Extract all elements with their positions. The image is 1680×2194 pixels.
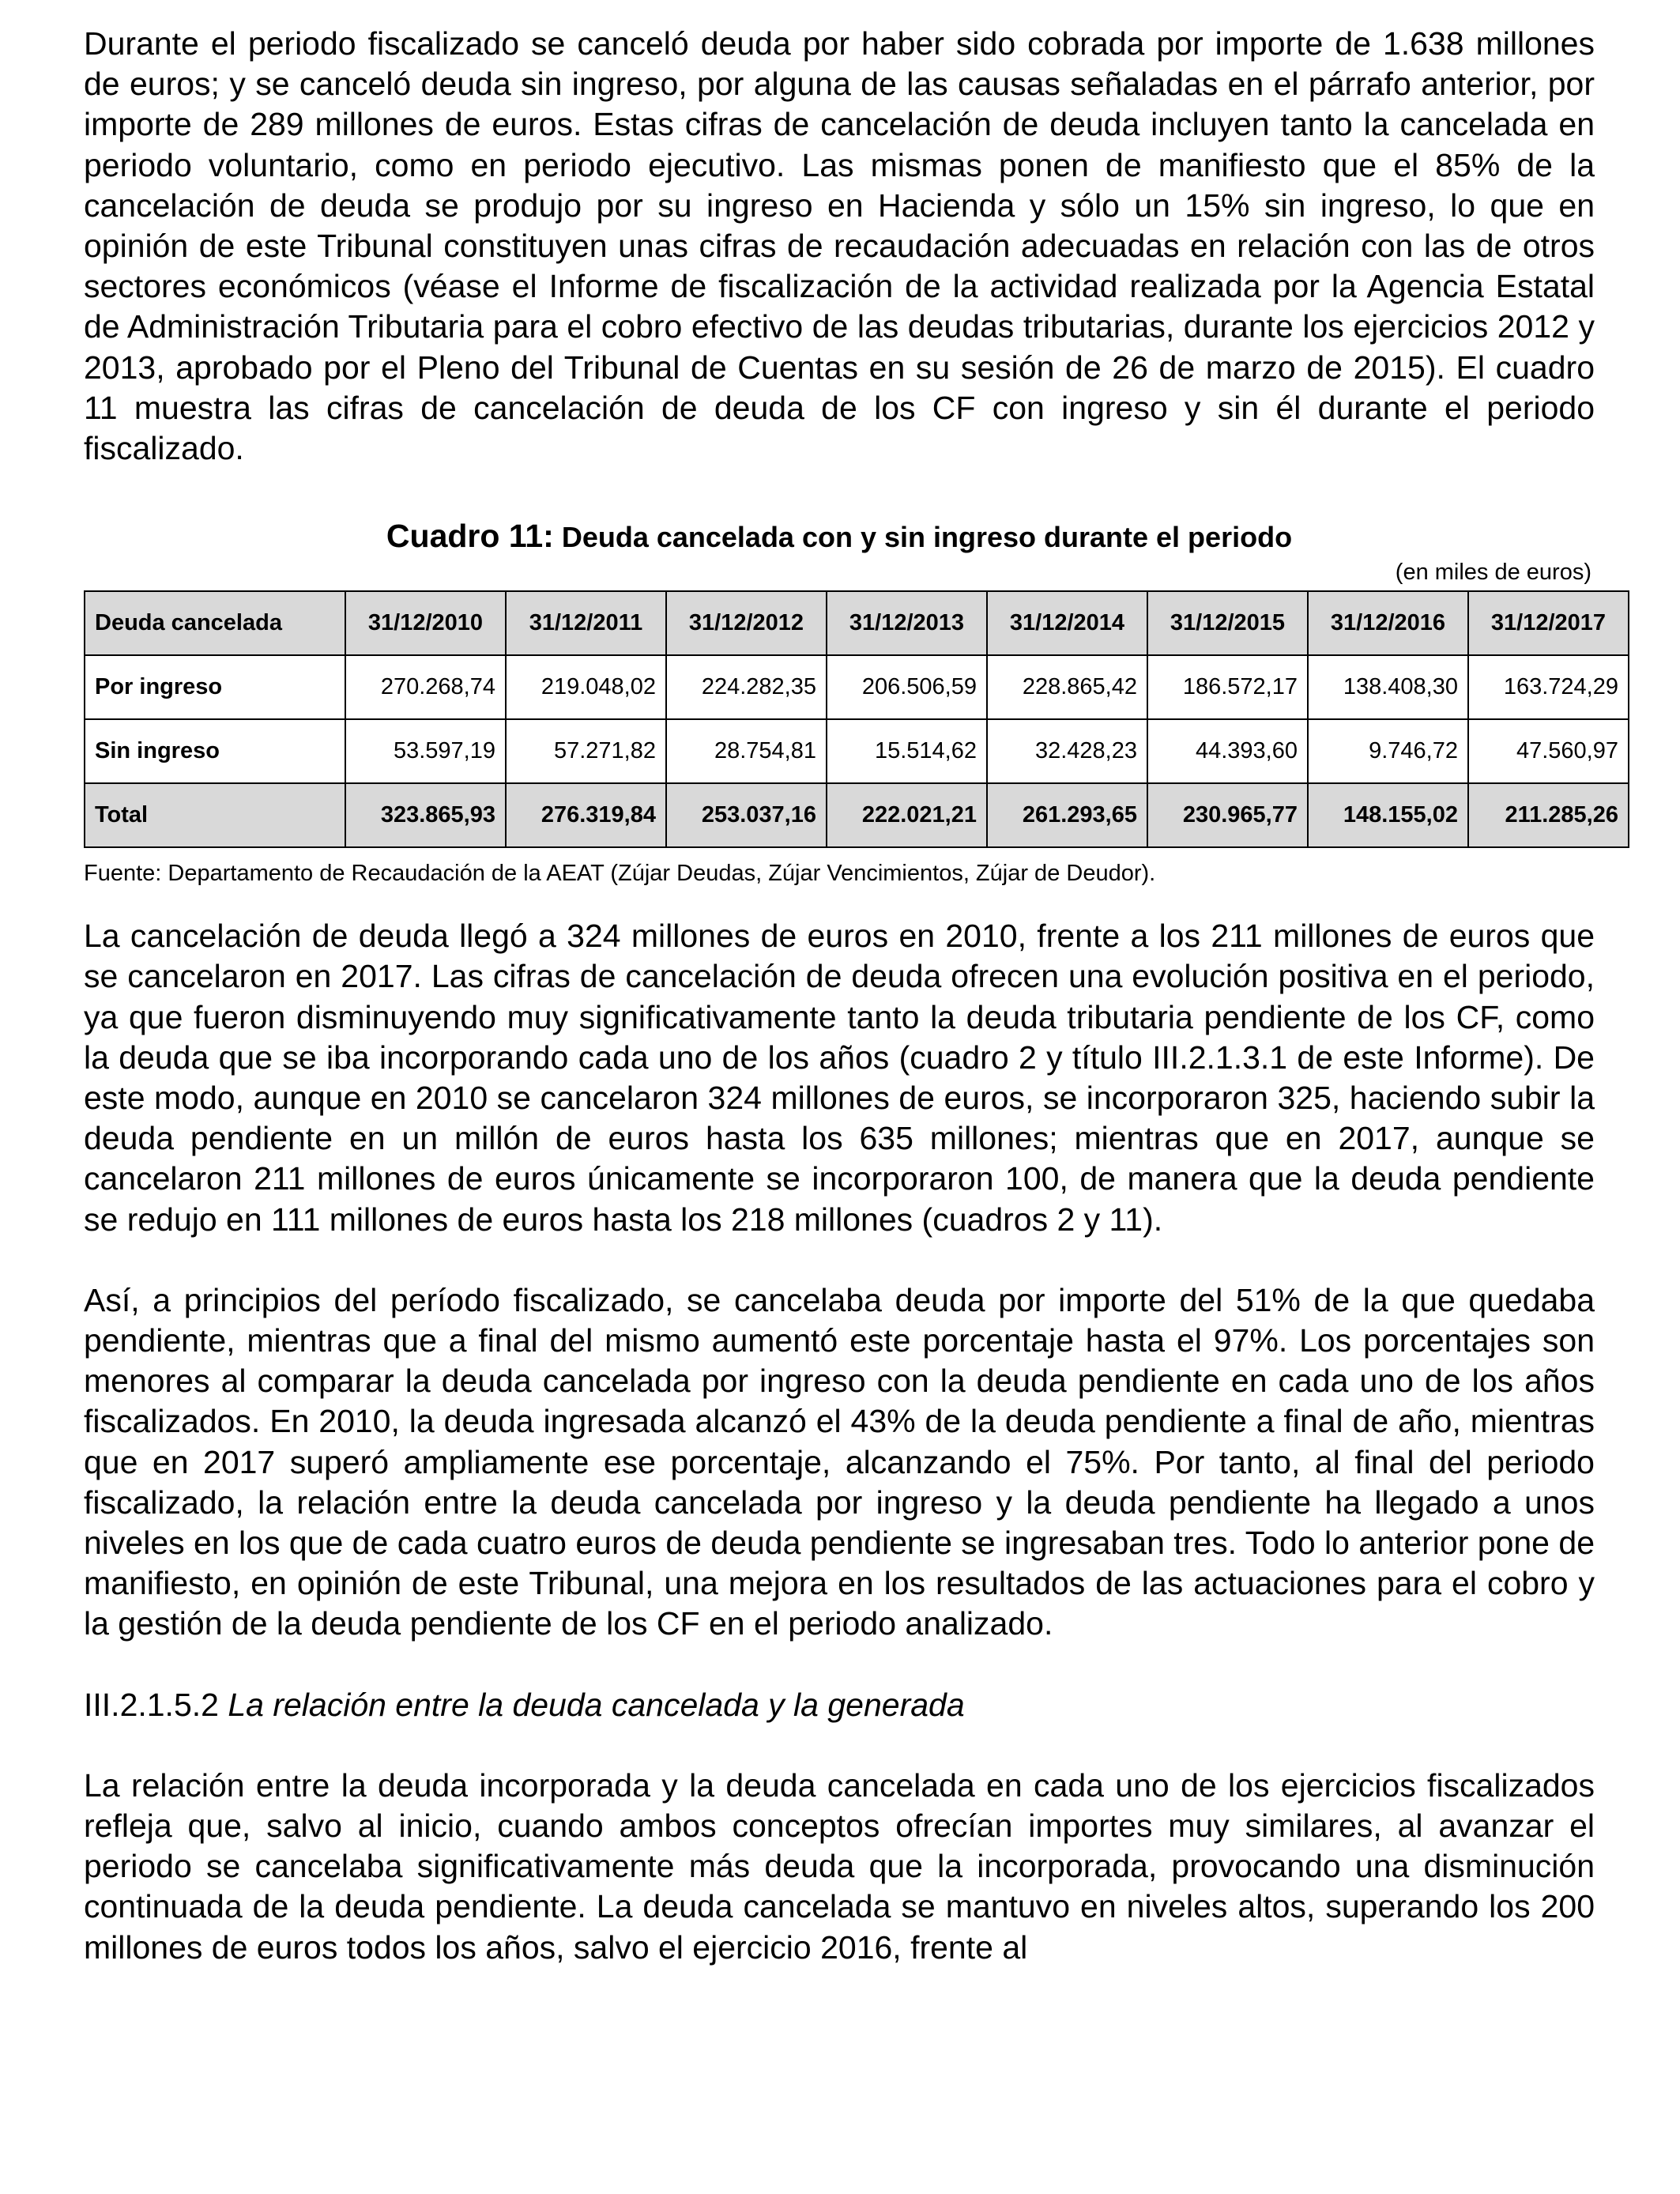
column-header: 31/12/2016 xyxy=(1308,591,1468,655)
table-cell: 206.506,59 xyxy=(827,655,987,719)
table-cell: 163.724,29 xyxy=(1468,655,1629,719)
table-cell: 57.271,82 xyxy=(506,719,666,783)
paragraph-evolution: La cancelación de deuda llegó a 324 millones de euros en 2010, frente a los 211 millones de euros que se cancelaron en 2017. Las cifras de cancelación de deuda ofrecen una evolución positiva en el periodo, ya que fueron disminuyendo muy significativamente tanto la deuda tributaria pendiente de los CF, como la deuda que se iba incorporando cada uno de los años (cuadro 2 y título III.2.1.3.1 de este Informe). De este modo, aunque en 2010 se cancelaron 324 millones de euros, se incorporaron 325, haciendo subir la deuda pendiente en un millón de euros hasta los 635 millones; mientras que en 2017, aunque se cancelaron 211 millones de euros únicamente se incorporaron 100, de manera que la deuda pendiente se redujo en 111 millones de euros hasta los 218 millones (cuadros 2 y 11). xyxy=(84,918,1595,1238)
table-cell: 270.268,74 xyxy=(345,655,506,719)
section-heading xyxy=(84,1685,1595,1725)
row-label: Por ingreso xyxy=(85,655,345,719)
column-header: 31/12/2013 xyxy=(827,591,987,655)
table-cell: 44.393,60 xyxy=(1147,719,1308,783)
table-units: (en miles de euros) xyxy=(1395,560,1591,586)
table-cell: 47.560,97 xyxy=(1468,719,1629,783)
table-cell: 219.048,02 xyxy=(506,655,666,719)
table-cell: 138.408,30 xyxy=(1308,655,1468,719)
section-title: La relación entre la deuda cancelada y la generada xyxy=(228,1686,965,1723)
table-cell: 230.965,77 xyxy=(1147,783,1308,847)
table-cell: 211.285,26 xyxy=(1468,783,1629,847)
table-cell: 148.155,02 xyxy=(1308,783,1468,847)
document-page xyxy=(84,24,1618,1968)
column-header: 31/12/2017 xyxy=(1468,591,1629,655)
table-cell: 228.865,42 xyxy=(987,655,1147,719)
table-cell: 261.293,65 xyxy=(987,783,1147,847)
table-cell: 276.319,84 xyxy=(506,783,666,847)
section-number: III.2.1.5.2 xyxy=(84,1686,228,1723)
paragraph-relation: La relación entre la deuda incorporada y la deuda cancelada en cada uno de los ejercicios fiscalizados refleja que, salvo al inicio, cuando ambos conceptos ofrecían importes muy similares, al avanzar el periodo se cancelaba significativamente más deuda que la incorporada, provocando una disminución continuada de la deuda pendiente. La deuda cancelada se mantuvo en niveles altos, superando los 200 millones de euros todos los años, salvo el ejercicio 2016, frente al xyxy=(84,1766,1595,1966)
table-total-row xyxy=(85,783,1629,847)
table-cell: 186.572,17 xyxy=(1147,655,1308,719)
table-cell: 32.428,23 xyxy=(987,719,1147,783)
table-cell: 224.282,35 xyxy=(666,655,827,719)
column-header: 31/12/2010 xyxy=(345,591,506,655)
table-cell: 323.865,93 xyxy=(345,783,506,847)
table-title xyxy=(84,516,1595,557)
table-source: Fuente: Departamento de Recaudación de la AEAT (Zújar Deudas, Zújar Vencimientos, Zújar de Deudor). xyxy=(84,861,1156,887)
column-header: Deuda cancelada xyxy=(85,591,345,655)
table-cell: 53.597,19 xyxy=(345,719,506,783)
paragraph-percentages: Así, a principios del período fiscalizado, se cancelaba deuda por importe del 51% de la que quedaba pendiente, mientras que a final del mismo aumentó este porcentaje hasta el 97%. Los porcentajes son menores al comparar la deuda cancelada por ingreso con la deuda pendiente en cada uno de los años fiscalizados. En 2010, la deuda ingresada alcanzó el 43% de la deuda pendiente a final de año, mientras que en 2017 superó ampliamente ese porcentaje, alcanzando el 75%. Por tanto, al final del periodo fiscalizado, la relación entre la deuda cancelada por ingreso y la deuda pendiente ha llegado a unos niveles en los que de cada cuatro euros de deuda pendiente se ingresaban tres. Todo lo anterior pone de manifiesto, en opinión de este Tribunal, una mejora en los resultados de las actuaciones para el cobro y la gestión de la deuda pendiente de los CF en el periodo analizado. xyxy=(84,1281,1595,1642)
table-cell: 9.746,72 xyxy=(1308,719,1468,783)
table-title-text: Deuda cancelada con y sin ingreso durante el periodo xyxy=(553,521,1293,554)
column-header: 31/12/2011 xyxy=(506,591,666,655)
debt-cancelled-table xyxy=(84,590,1629,848)
column-header: 31/12/2015 xyxy=(1147,591,1308,655)
column-header: 31/12/2014 xyxy=(987,591,1147,655)
row-label: Sin ingreso xyxy=(85,719,345,783)
table-row xyxy=(85,719,1629,783)
column-header: 31/12/2012 xyxy=(666,591,827,655)
table-row xyxy=(85,655,1629,719)
table-cell: 222.021,21 xyxy=(827,783,987,847)
table-header-row xyxy=(85,591,1629,655)
table-cell: 28.754,81 xyxy=(666,719,827,783)
paragraph-intro: Durante el periodo fiscalizado se canceló deuda por haber sido cobrada por importe de 1.638 millones de euros; y se canceló deuda sin ingreso, por alguna de las causas señaladas en el párrafo anterior, por importe de 289 millones de euros. Estas cifras de cancelación de deuda incluyen tanto la cancelada en periodo voluntario, como en periodo ejecutivo. Las mismas ponen de manifiesto que el 85% de la cancelación de deuda se produjo por su ingreso en Hacienda y sólo un 15% sin ingreso, lo que en opinión de este Tribunal constituyen unas cifras de recaudación adecuadas en relación con las de otros sectores económicos (véase el Informe de fiscalización de la actividad realizada por la Agencia Estatal de Administración Tributaria para el cobro efectivo de las deudas tributarias, durante los ejercicios 2012 y 2013, aprobado por el Pleno del Tribunal de Cuentas en su sesión de 26 de marzo de 2015). El cuadro 11 muestra las cifras de cancelación de deuda de los CF con ingreso y sin él durante el periodo fiscalizado. xyxy=(84,25,1595,467)
row-label: Total xyxy=(85,783,345,847)
table-cell: 253.037,16 xyxy=(666,783,827,847)
table-cell: 15.514,62 xyxy=(827,719,987,783)
table-title-label: Cuadro 11: xyxy=(386,518,554,555)
